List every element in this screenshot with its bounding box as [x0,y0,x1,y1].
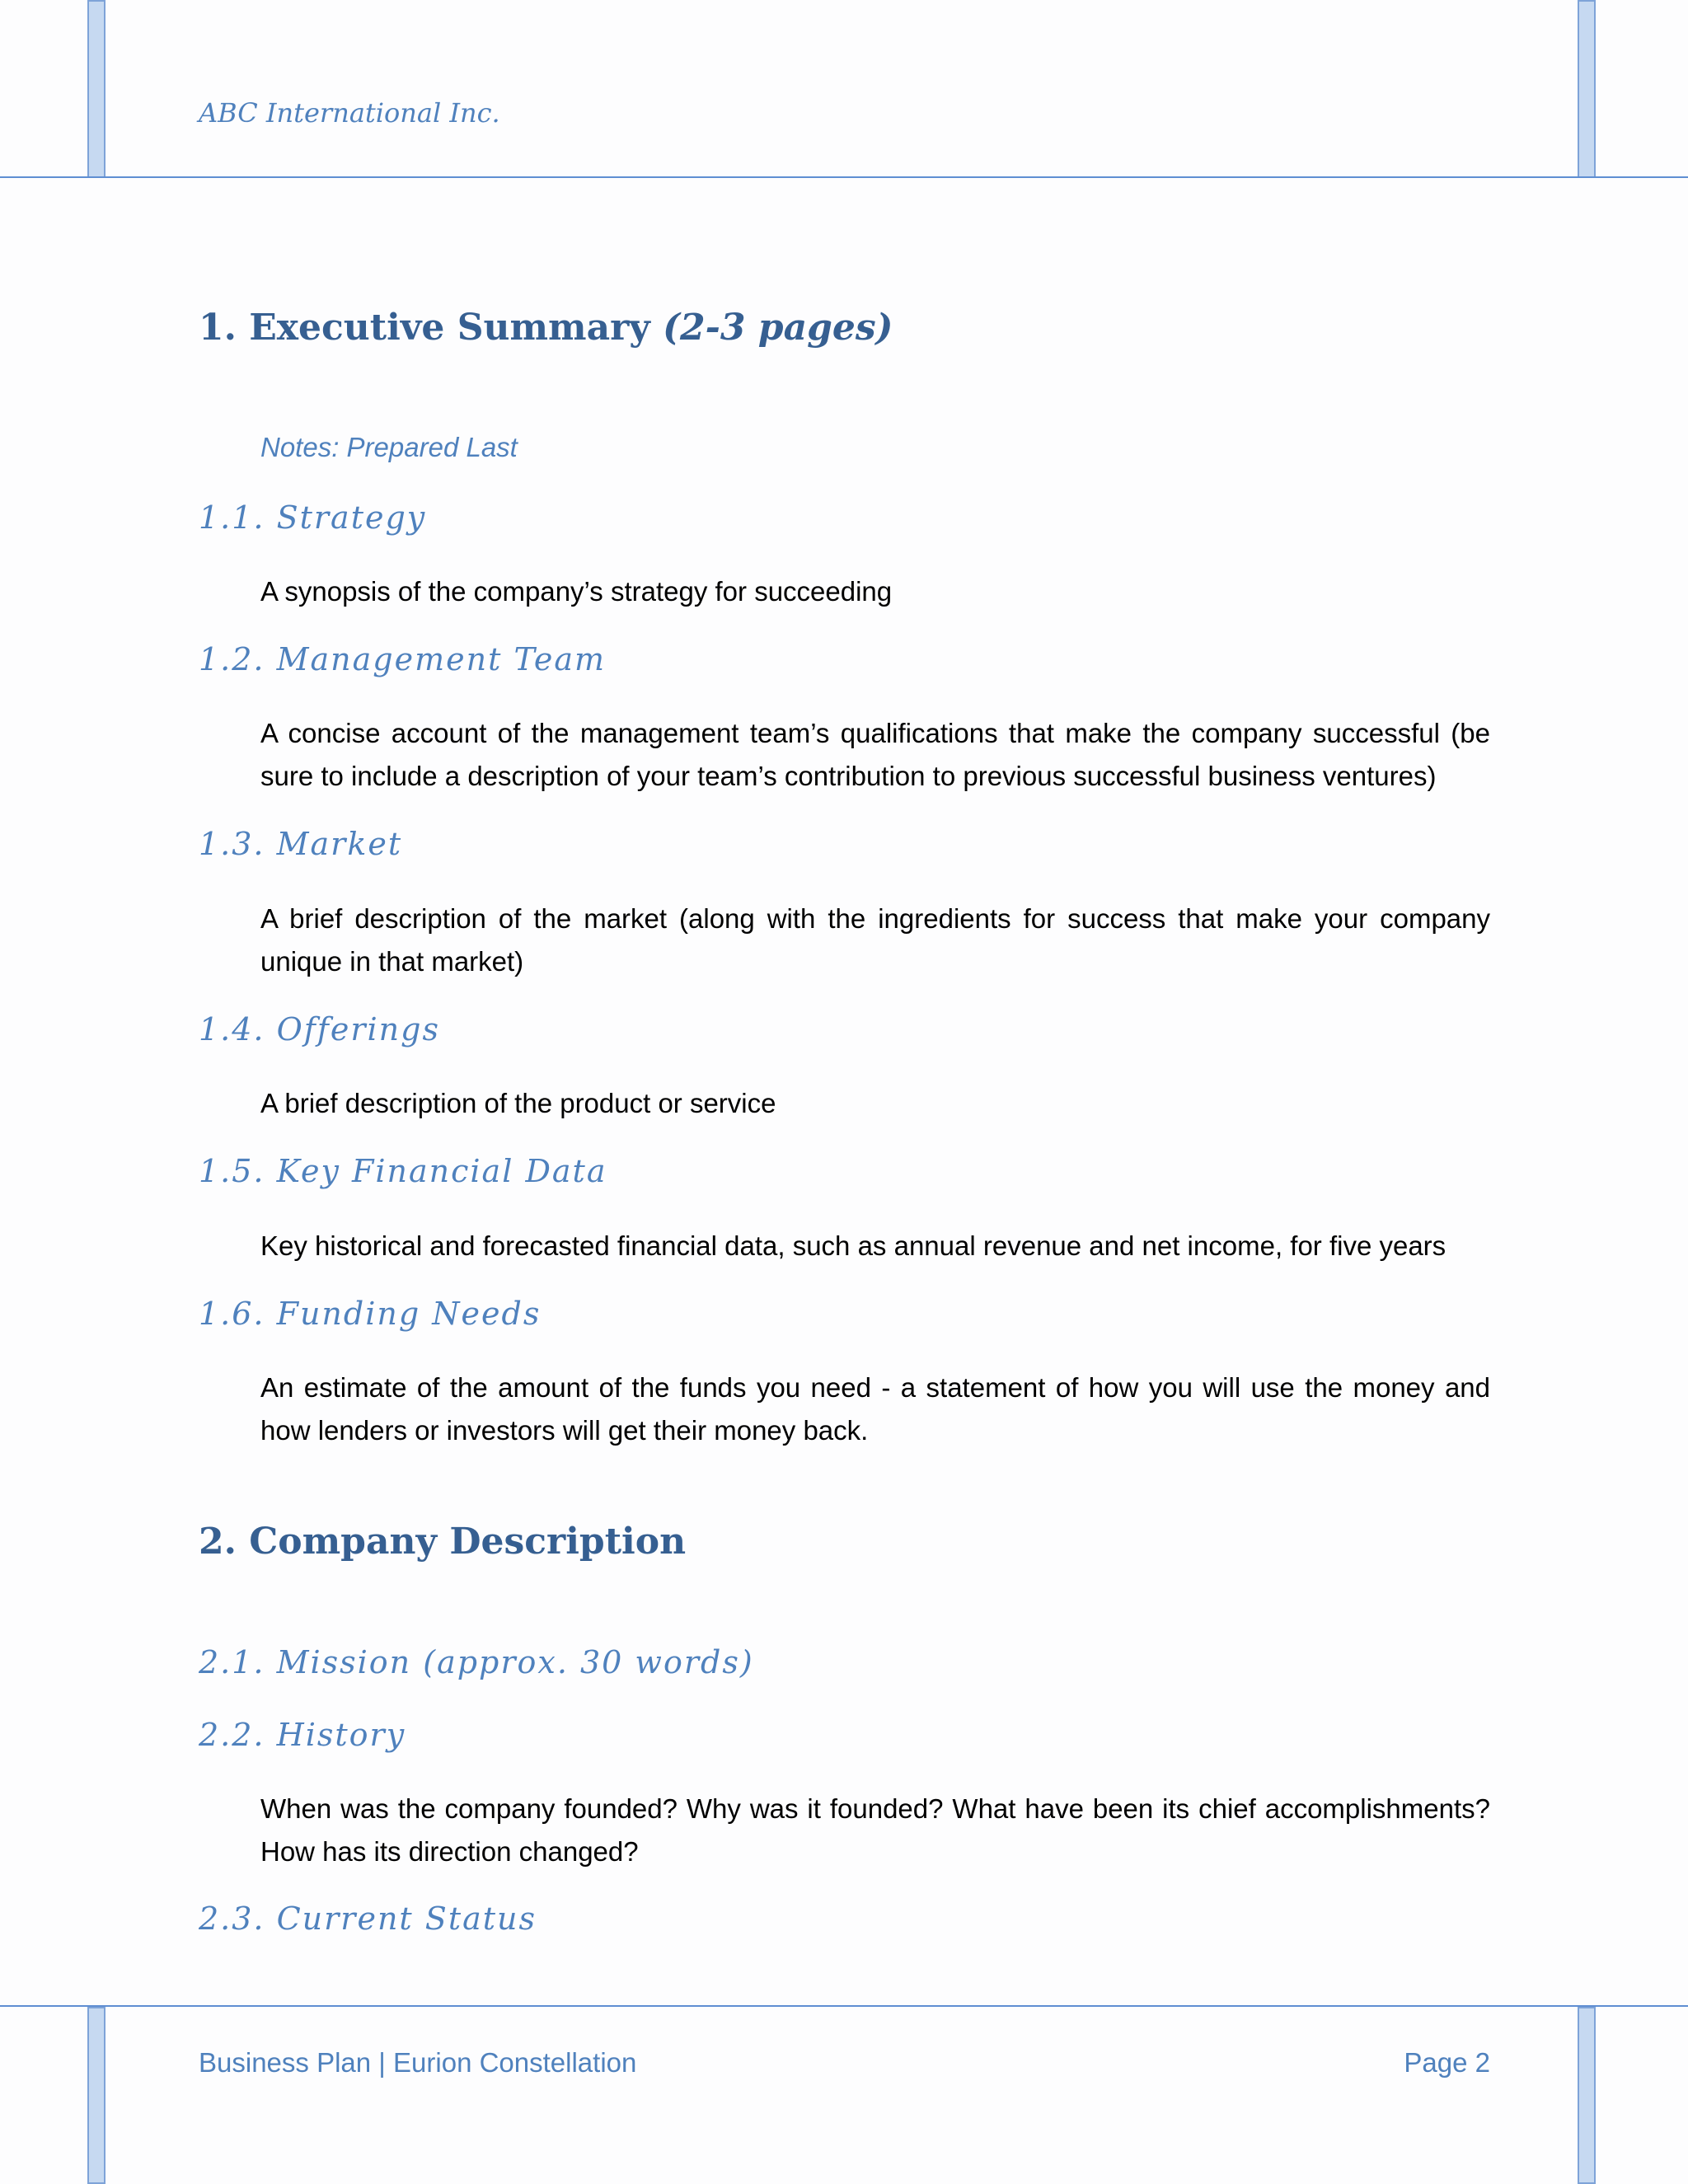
section-1-heading [199,307,893,349]
header-company-name: ABC International Inc. [199,97,500,129]
subsection-1-4-body: A brief description of the product or service [260,1088,776,1118]
subsection-2-3-heading: 2.3. Current Status [199,1900,537,1937]
footer-right-margin-bar [1578,2007,1596,2184]
subsection-1-2-heading: 1.2. Management Team [199,641,607,677]
subsection-2-2-heading: 2.2. History [199,1717,406,1753]
subsection-1-2-body: A concise account of the management team’s qualifications that make the company successful (be sure to include a description of your team’s contribution to previous successful business ventures) [260,718,1490,791]
header-left-margin-bar [87,0,106,178]
subsection-1-6-body: An estimate of the amount of the funds you need - a statement of how you will use the money and how lenders or investors will get their money back. [260,1372,1490,1446]
section-1-title: 1. Executive Summary [199,307,663,349]
subsection-2-2-body: When was the company founded? Why was it founded? What have been its chief accomplishments? How has its direction changed? [260,1793,1490,1867]
header-right-margin-bar [1578,0,1596,178]
footer-document-title: Business Plan | Eurion Constellation [199,2047,637,2078]
section-2-heading: 2. Company Description [199,1521,687,1563]
footer-page-number: Page 2 [1404,2047,1490,2078]
footer-rule [0,2005,1688,2007]
subsection-2-1-heading: 2.1. Mission (approx. 30 words) [199,1644,754,1680]
subsection-1-3-body: A brief description of the market (along with the ingredients for success that make your company unique in that market) [260,903,1490,977]
subsection-1-1-heading: 1.1. Strategy [199,499,427,536]
subsection-1-6-heading: 1.6. Funding Needs [199,1296,542,1332]
subsection-1-5-heading: 1.5. Key Financial Data [199,1153,607,1189]
section-1-page-note: (2-3 pages) [663,307,893,349]
section-1-notes: Notes: Prepared Last [260,432,518,462]
subsection-1-5-body: Key historical and forecasted financial data, such as annual revenue and net income, for five years [260,1230,1447,1261]
footer-left-margin-bar [87,2007,106,2184]
subsection-1-1-body: A synopsis of the company’s strategy for succeeding [260,576,893,607]
header-rule [0,176,1688,178]
subsection-1-3-heading: 1.3. Market [199,826,403,862]
subsection-1-4-heading: 1.4. Offerings [199,1011,440,1047]
